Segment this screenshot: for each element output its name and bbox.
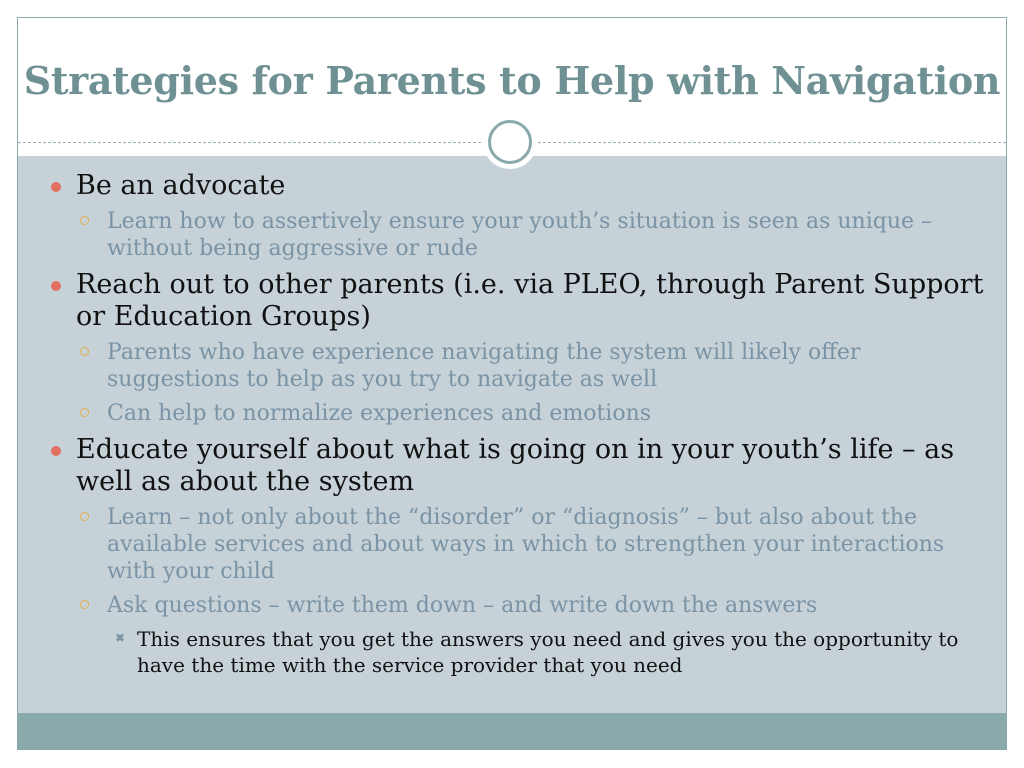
bullet-text: Reach out to other parents (i.e. via PLEO, through Parent Support or Education Groups) — [76, 269, 984, 332]
bullet-item-reach-out — [18, 269, 1006, 333]
filled-circle-bullet-icon — [51, 446, 61, 456]
sub-bullet-item — [18, 339, 1006, 393]
sub-bullet-item — [18, 592, 1006, 619]
hollow-circle-bullet-icon — [80, 216, 89, 225]
hollow-circle-bullet-icon — [80, 347, 89, 356]
sub-bullet-text: Ask questions – write them down – and write down the answers — [107, 593, 818, 618]
sub-bullet-item — [18, 208, 1006, 262]
slide — [17, 17, 1007, 750]
filled-circle-bullet-icon — [51, 182, 61, 192]
bullet-text: Educate yourself about what is going on in your youth’s life – as well as about the system — [76, 434, 955, 497]
sub-bullet-text: Parents who have experience navigating the system will likely offer suggestions to help as you try to navigate as well — [107, 340, 861, 392]
filled-circle-bullet-icon — [51, 281, 61, 291]
sub-bullet-text: Learn how to assertively ensure your youth’s situation is seen as unique – without being aggressive or rude — [107, 209, 932, 261]
footer-accent-bar — [18, 713, 1006, 749]
ring-ornament-icon — [483, 115, 537, 169]
hollow-circle-bullet-icon — [80, 600, 89, 609]
sub-bullet-item — [18, 504, 1006, 585]
hollow-circle-bullet-icon — [80, 408, 89, 417]
sub-bullet-text: Can help to normalize experiences and emotions — [107, 401, 652, 426]
bullet-text: Be an advocate — [76, 170, 286, 201]
sub-bullet-text: Learn – not only about the “disorder” or “diagnosis” – but also about the available services and about ways in which to strengthen your interactions with your child — [107, 505, 945, 584]
x-mark-bullet-icon: ✖ — [115, 631, 126, 645]
bullet-list — [18, 170, 1006, 678]
sub-sub-bullet-item — [18, 626, 1006, 678]
slide-title: Strategies for Parents to Help with Navigation — [23, 58, 1001, 103]
bullet-item-educate — [18, 434, 1006, 498]
sub-sub-bullet-text: This ensures that you get the answers you need and gives you the opportunity to have the time with the service provider that you need — [137, 627, 959, 677]
bullet-item-advocate — [18, 170, 1006, 202]
ornament-ring — [488, 120, 532, 164]
hollow-circle-bullet-icon — [80, 512, 89, 521]
sub-bullet-item — [18, 400, 1006, 427]
